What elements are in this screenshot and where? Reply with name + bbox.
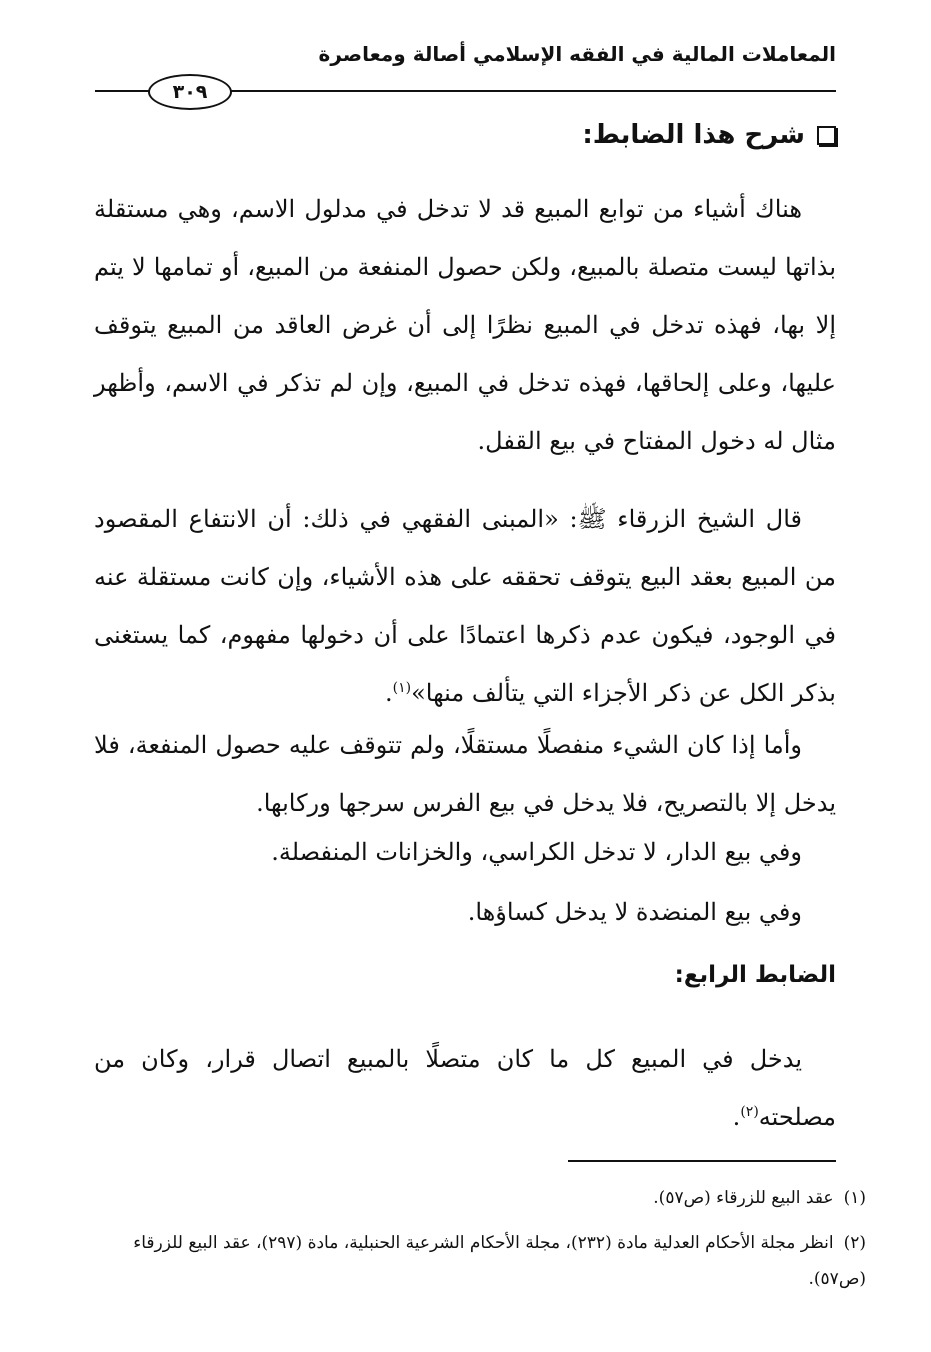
paragraph-4-end: . [732,1103,741,1131]
footnote-ref-2: (٢) [740,1104,759,1120]
footnote-rule [568,1160,836,1162]
running-title: المعاملات المالية في الفقه الإسلامي أصالة ومعاصرة [318,42,836,66]
subheading-fourth-rule: الضابط الرابع: [674,962,836,988]
paragraph-3: وأما إذا كان الشيء منفصلًا مستقلًا، ولم تتوقف عليه حصول المنفعة، فلا يدخل إلا بالتصريح، فلا يدخل في بيع الفرس سرجها وركابها. [94,731,836,817]
line-house-sale: وفي بيع الدار، لا تدخل الكراسي، والخزانات المنفصلة. [271,838,802,866]
footnote-1 [94,1180,866,1216]
line-table-sale: وفي بيع المنضدة لا يدخل كساؤها. [467,898,802,926]
footnote-ref-1: (١) [392,680,412,696]
paragraph-2-text: قال الشيخ الزرقاء ﷺ: «المبنى الفقهي في ذلك: أن الانتفاع المقصود من المبيع بعقد البيع يتوقف تحققه على هذه الأشياء، وإن كانت مستقلة عنه في الوجود، فيكون عدم ذكرها اعتمادًا على أن دخولها مفهوم، كما يستغنى بذكر الكل عن ذكر الأجزاء التي يتألف منها» [94,505,836,707]
page-number: ٣٠٩ [148,74,232,110]
footnote-1-text: عقد البيع للزرقاء (ص٥٧). [653,1188,834,1208]
footnote-2 [94,1225,866,1297]
checkbox-icon [817,126,836,145]
paragraph-1: هناك أشياء من توابع المبيع قد لا تدخل في مدلول الاسم، وهي مستقلة بذاتها ليست متصلة بالمبيع، ولكن حصول المنفعة من المبيع، أو تمامها لا يتم إلا بها، فهذه تدخل في المبيع نظرًا إلى أن غرض العاقد من المبيع يتوقف عليها، وعلى إلحاقها، فهذه تدخل في المبيع، وإن لم تذكر في الاسم، وأظهر مثال له دخول المفتاح في بيع القفل. [94,195,836,455]
footnote-1-number: (١) [843,1188,866,1208]
paragraph-4-text: يدخل في المبيع كل ما كان متصلًا بالمبيع اتصال قرار، وكان من مصلحته [94,1045,836,1131]
footnote-2-text: انظر مجلة الأحكام العدلية مادة (٢٣٢)، مجلة الأحكام الشرعية الحنبلية، مادة (٢٩٧)، عقد البيع للزرقاء (ص٥٧). [133,1233,866,1289]
paragraph-4 [94,1030,836,1146]
footnote-2-number: (٢) [843,1233,866,1253]
section-heading [582,120,836,150]
paragraph-2 [94,490,836,722]
section-heading-text: شرح هذا الضابط: [582,120,805,150]
paragraph-2-end: . [385,679,393,707]
